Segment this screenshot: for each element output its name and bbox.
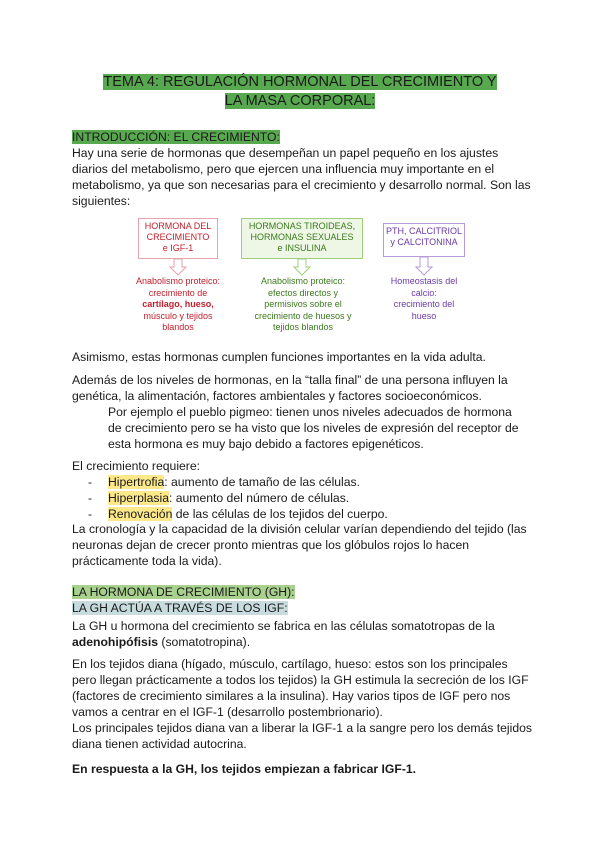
- requires-section: [72, 458, 534, 522]
- paragraph-cronologia: La cronología y la capacidad de la división celular varían dependiendo del tejido (las neuronas dejan de crecer pronto mientras que los glóbulos rojos lo hacen prácticamente toda la vida).: [72, 522, 527, 568]
- box2-line1: HORMONAS TIROIDEAS,: [248, 221, 356, 231]
- box2-line2: HORMONAS SEXUALES: [250, 232, 354, 242]
- box3-line1: PTH, CALCITRIOL: [385, 226, 462, 236]
- arrow-down-icon: [415, 257, 433, 276]
- title-line-2: LA MASA CORPORAL:: [224, 93, 376, 109]
- result1-line5: blandos: [162, 322, 194, 332]
- gh-paragraph-2: En los tejidos diana (hígado, músculo, cartílago, hueso: estos son los principales pero llegan prácticamente a todos los tejidos) la GH estimula la secreción de los IGF (factores de crecimiento similares a la insulina). Hay varios tipos de IGF pero nos vamos a centrar en el IGF-1 (desarrollo postembrionario).: [72, 657, 529, 719]
- gh-p1-start: La GH u hormona del crecimiento se fabrica en las células somatotropas de la: [72, 619, 495, 633]
- arrow-down-icon: [169, 259, 187, 276]
- result-anabolism-1: [122, 276, 234, 334]
- intro-section: [72, 129, 534, 209]
- paragraph-talla: Además de los niveles de hormonas, en la “talla final” de una persona influyen la genética, la alimentación, factores ambientales y factores socioeconómicos.: [72, 373, 508, 403]
- page-title: [72, 73, 528, 111]
- result3-line1: Homeostasis del: [390, 276, 458, 286]
- gh-paragraph-1: [72, 618, 534, 650]
- gh-p1-end: (somatotropina).: [158, 635, 251, 649]
- box1-line1: HORMONA DEL: [144, 221, 212, 231]
- term-renovacion: Renovación: [108, 507, 173, 521]
- result1-line2: crecimiento de: [148, 287, 208, 298]
- gh-heading: LA HORMONA DE CRECIMIENTO (GH):: [72, 585, 295, 599]
- box1-line3: e IGF-1: [162, 243, 194, 253]
- result2-line5: tejidos blandos: [272, 322, 334, 332]
- requires-list: [72, 474, 534, 522]
- gh-p1-bold: adenohipófisis: [72, 635, 158, 649]
- paragraph-adult: Asimismo, estas hormonas cumplen funciones importantes en la vida adulta.: [72, 350, 486, 364]
- diagram-box-growth-hormone: [138, 218, 218, 259]
- requires-intro: El crecimiento requiere:: [72, 459, 201, 473]
- gh-subheading: LA GH ACTÚA A TRAVÉS DE LOS IGF:: [72, 601, 288, 615]
- gh-paragraph-4: En respuesta a la GH, los tejidos empiezan a fabricar IGF-1.: [72, 762, 417, 776]
- result-anabolism-2: [240, 276, 366, 334]
- gh-headings: [72, 584, 534, 616]
- diagram-box-thyroid-sex-insulin: [241, 218, 363, 259]
- result-calcium: [379, 276, 469, 322]
- paragraph-pigmeo: Por ejemplo el pueblo pigmeo: tienen unos niveles adecuados de hormona de crecimiento pero se ha visto que los niveles de expresión del receptor de esta hormona es muy bajo debido a factores epigenéticos.: [108, 405, 519, 451]
- result2-line3: permisivos sobre el: [264, 299, 342, 309]
- result2-line4: crecimiento de huesos y: [254, 310, 352, 321]
- box3-line2: y CALCITONINA: [390, 237, 458, 247]
- term-desc: : aumento de tamaño de las células.: [164, 475, 361, 489]
- result1-line1: Anabolismo proteico:: [135, 276, 221, 286]
- intro-heading: INTRODUCCIÓN: EL CRECIMIENTO:: [72, 130, 280, 144]
- box1-line2: CRECIMIENTO: [146, 232, 210, 242]
- result3-line3: crecimiento del: [393, 299, 455, 309]
- result1-bold: cartílago, hueso,: [142, 299, 214, 309]
- gh-paragraph-3: Los principales tejidos diana van a liberar la IGF-1 a la sangre pero los demás tejidos diana tienen actividad autocrina.: [72, 721, 532, 751]
- term-desc: de las células de los tejidos del cuerpo.: [172, 507, 388, 521]
- result2-line2: efectos directos y: [267, 287, 339, 298]
- term-desc: : aumento del número de células.: [168, 491, 350, 505]
- result2-line1: Anabolismo proteico:: [260, 276, 346, 286]
- title-line-1: TEMA 4: REGULACIÓN HORMONAL DEL CRECIMIENTO Y: [103, 74, 497, 90]
- result3-line4: hueso: [411, 310, 437, 321]
- result1-line4: músculo y tejidos: [143, 310, 213, 321]
- list-item: - Renovación de las células de los tejidos del cuerpo.: [88, 507, 388, 521]
- arrow-down-icon: [293, 259, 311, 276]
- term-hipertrofia: Hipertrofia: [108, 475, 165, 489]
- list-item: - Hipertrofia: aumento de tamaño de las células.: [88, 475, 361, 489]
- list-item: - Hiperplasia: aumento del número de células.: [88, 491, 350, 505]
- result3-line2: calcio:: [411, 287, 437, 298]
- intro-paragraph: Hay una serie de hormonas que desempeñan un papel pequeño en los ajustes diarios del metabolismo, pero que ejercen una influencia muy importante en el metabolismo, ya que son necesarias para el crecimiento y desarrollo normal. Son las siguientes:: [72, 146, 531, 208]
- diagram-box-pth-calcitriol: [383, 223, 465, 257]
- box2-line3: e INSULINA: [277, 243, 327, 253]
- term-hiperplasia: Hiperplasia: [108, 491, 169, 505]
